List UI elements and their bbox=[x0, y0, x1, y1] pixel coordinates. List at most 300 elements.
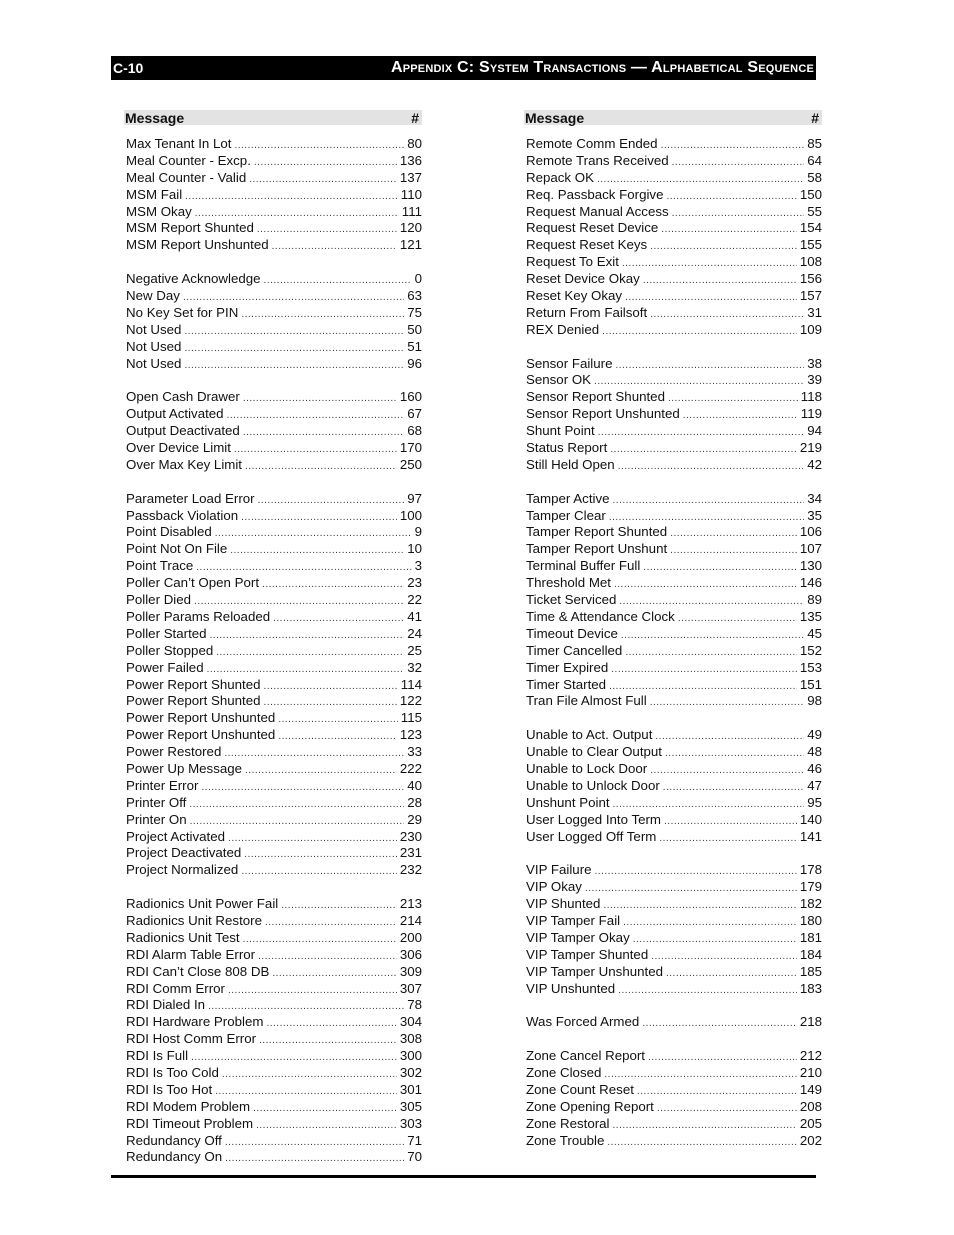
dot-leader bbox=[184, 324, 404, 341]
message-label: Zone Opening Report bbox=[526, 1098, 654, 1114]
message-label: Meal Counter - Excp. bbox=[126, 152, 251, 168]
message-number: 45 bbox=[807, 625, 822, 641]
message-label: Open Cash Drawer bbox=[126, 389, 240, 405]
list-item bbox=[124, 660, 422, 677]
dot-leader bbox=[264, 695, 397, 712]
message-label: RDI Is Full bbox=[126, 1048, 189, 1064]
message-number: 29 bbox=[407, 811, 422, 827]
message-group bbox=[524, 136, 822, 339]
list-item bbox=[124, 592, 422, 609]
dot-leader bbox=[643, 273, 797, 290]
dot-leader bbox=[618, 983, 797, 1000]
message-number: 300 bbox=[399, 1048, 422, 1064]
list-item bbox=[124, 288, 422, 305]
message-number: 210 bbox=[799, 1064, 822, 1080]
message-number: 100 bbox=[399, 507, 422, 523]
dot-leader bbox=[265, 915, 397, 932]
message-number: 306 bbox=[399, 946, 422, 962]
message-number: 200 bbox=[399, 929, 422, 945]
message-label: REX Denied bbox=[526, 321, 600, 337]
dot-leader bbox=[266, 1016, 396, 1033]
dot-leader bbox=[659, 831, 796, 848]
message-number: 170 bbox=[399, 440, 422, 456]
message-label: Poller Stopped bbox=[126, 642, 214, 658]
dot-leader bbox=[666, 966, 797, 983]
list-item bbox=[524, 677, 822, 694]
list-item bbox=[124, 305, 422, 322]
dot-leader bbox=[611, 662, 797, 679]
message-group bbox=[124, 389, 422, 473]
message-number: 305 bbox=[399, 1098, 422, 1114]
message-number: 22 bbox=[407, 592, 422, 608]
dot-leader bbox=[625, 645, 797, 662]
list-item bbox=[524, 136, 822, 153]
message-label: Timer Started bbox=[526, 676, 607, 692]
list-item bbox=[124, 187, 422, 204]
column-heading bbox=[124, 110, 422, 125]
message-number: 98 bbox=[807, 693, 822, 709]
message-number: 213 bbox=[399, 896, 422, 912]
list-item bbox=[524, 288, 822, 305]
message-label: Sensor Report Shunted bbox=[526, 389, 665, 405]
message-label: Power Report Shunted bbox=[126, 676, 261, 692]
message-label: Tamper Report Shunted bbox=[526, 524, 668, 540]
message-number: 136 bbox=[399, 152, 422, 168]
message-number: 28 bbox=[407, 794, 422, 810]
list-item bbox=[124, 947, 422, 964]
list-item bbox=[124, 1099, 422, 1116]
message-number: 307 bbox=[399, 980, 422, 996]
list-item bbox=[124, 1065, 422, 1082]
message-label: Unable to Unlock Door bbox=[526, 777, 660, 793]
message-number: 309 bbox=[399, 963, 422, 979]
message-number: 303 bbox=[399, 1115, 422, 1131]
dot-leader bbox=[642, 1016, 797, 1033]
list-item bbox=[524, 761, 822, 778]
message-number: 153 bbox=[799, 659, 822, 675]
dot-leader bbox=[273, 611, 404, 628]
dot-leader bbox=[683, 408, 798, 425]
message-label: Redundancy Off bbox=[126, 1132, 222, 1148]
list-item bbox=[124, 778, 422, 795]
message-number: 58 bbox=[807, 169, 822, 185]
message-number: 0 bbox=[414, 271, 422, 287]
message-number: 302 bbox=[399, 1064, 422, 1080]
list-item bbox=[124, 170, 422, 187]
message-label: Still Held Open bbox=[526, 456, 615, 472]
list-item bbox=[524, 440, 822, 457]
message-number: 119 bbox=[800, 406, 822, 422]
message-number: 24 bbox=[407, 625, 422, 641]
message-label: Printer On bbox=[126, 811, 187, 827]
message-label: Zone Restoral bbox=[526, 1115, 610, 1131]
message-number: 301 bbox=[399, 1081, 422, 1097]
list-item bbox=[524, 693, 822, 710]
message-number: 34 bbox=[807, 490, 822, 506]
message-label: Tamper Active bbox=[526, 490, 610, 506]
message-label: Power Report Unshunted bbox=[126, 727, 276, 743]
message-number: 23 bbox=[407, 575, 422, 591]
message-list bbox=[524, 136, 822, 1149]
message-number: 94 bbox=[807, 423, 822, 439]
dot-leader bbox=[234, 138, 404, 155]
dot-leader bbox=[245, 763, 397, 780]
message-number: 137 bbox=[399, 169, 422, 185]
list-item bbox=[524, 744, 822, 761]
list-item bbox=[124, 643, 422, 660]
message-label: Not Used bbox=[126, 321, 182, 337]
message-label: RDI Can’t Close 808 DB bbox=[126, 963, 270, 979]
message-group bbox=[524, 1048, 822, 1149]
dot-leader bbox=[650, 307, 804, 324]
dot-leader bbox=[258, 949, 397, 966]
dot-leader bbox=[230, 543, 404, 560]
message-number: 51 bbox=[407, 338, 422, 354]
message-number: 108 bbox=[799, 254, 822, 270]
list-item bbox=[524, 457, 822, 474]
message-number: 180 bbox=[799, 912, 822, 928]
message-label: Output Deactivated bbox=[126, 423, 240, 439]
dot-leader bbox=[249, 172, 397, 189]
list-item bbox=[124, 845, 422, 862]
message-label: Threshold Met bbox=[526, 575, 611, 591]
message-label: Timer Expired bbox=[526, 659, 609, 675]
message-label: MSM Report Unshunted bbox=[126, 237, 269, 253]
message-number: 308 bbox=[399, 1031, 422, 1047]
list-item bbox=[124, 626, 422, 643]
dot-leader bbox=[633, 932, 797, 949]
message-number: 140 bbox=[799, 811, 822, 827]
message-label: RDI Comm Error bbox=[126, 980, 225, 996]
list-item bbox=[524, 1065, 822, 1082]
message-label: RDI Hardware Problem bbox=[126, 1014, 264, 1030]
dot-leader bbox=[227, 408, 405, 425]
dot-leader bbox=[215, 526, 412, 543]
message-number: 110 bbox=[400, 186, 422, 202]
message-label: VIP Shunted bbox=[526, 896, 601, 912]
message-number: 120 bbox=[399, 220, 422, 236]
list-item bbox=[524, 778, 822, 795]
message-list bbox=[124, 136, 422, 1166]
list-item bbox=[124, 153, 422, 170]
message-label: Not Used bbox=[126, 338, 182, 354]
dot-leader bbox=[184, 358, 404, 375]
message-number: 96 bbox=[407, 355, 422, 371]
message-group bbox=[124, 896, 422, 1166]
message-label: RDI Is Too Hot bbox=[126, 1081, 213, 1097]
list-item bbox=[124, 913, 422, 930]
message-label: Radionics Unit Test bbox=[126, 929, 240, 945]
message-number: 122 bbox=[399, 693, 422, 709]
message-label: RDI Dialed In bbox=[126, 997, 206, 1013]
message-number: 157 bbox=[799, 288, 822, 304]
page-header-bar bbox=[111, 56, 816, 80]
list-item bbox=[524, 204, 822, 221]
message-number: 205 bbox=[799, 1115, 822, 1131]
list-item bbox=[124, 271, 422, 288]
dot-leader bbox=[661, 222, 797, 239]
message-label: Output Activated bbox=[126, 406, 224, 422]
message-number: 152 bbox=[799, 642, 822, 658]
page-title: Appendix C: System Transactions — Alphabetical Sequence bbox=[390, 59, 814, 76]
message-label: Printer Error bbox=[126, 777, 199, 793]
dot-leader bbox=[281, 898, 397, 915]
list-item bbox=[524, 491, 822, 508]
list-item bbox=[124, 220, 422, 237]
footer-rule bbox=[111, 1175, 816, 1178]
message-number: 25 bbox=[407, 642, 422, 658]
dot-leader bbox=[661, 138, 805, 155]
list-item bbox=[524, 795, 822, 812]
list-item bbox=[124, 693, 422, 710]
message-label: Point Trace bbox=[126, 558, 194, 574]
message-group bbox=[524, 727, 822, 845]
message-number: 89 bbox=[807, 592, 822, 608]
message-group bbox=[524, 862, 822, 997]
dot-leader bbox=[643, 560, 797, 577]
message-label: RDI Host Comm Error bbox=[126, 1031, 257, 1047]
list-item bbox=[524, 170, 822, 187]
list-item bbox=[124, 558, 422, 575]
list-item bbox=[124, 744, 422, 761]
message-number: 154 bbox=[799, 220, 822, 236]
message-number: 47 bbox=[807, 777, 822, 793]
list-item bbox=[124, 423, 422, 440]
list-item bbox=[524, 981, 822, 998]
message-number: 111 bbox=[401, 203, 422, 219]
dot-leader bbox=[663, 780, 804, 797]
message-label: Zone Closed bbox=[526, 1064, 602, 1080]
message-label: Not Used bbox=[126, 355, 182, 371]
message-label: Tamper Report Unshunt bbox=[526, 541, 668, 557]
message-number: 42 bbox=[807, 456, 822, 472]
list-item bbox=[524, 829, 822, 846]
list-item bbox=[524, 237, 822, 254]
message-label: VIP Tamper Shunted bbox=[526, 946, 649, 962]
message-number: 141 bbox=[799, 828, 822, 844]
list-item bbox=[124, 896, 422, 913]
message-number: 135 bbox=[799, 608, 822, 624]
message-number: 70 bbox=[407, 1149, 422, 1165]
message-number: 63 bbox=[407, 288, 422, 304]
message-label: New Day bbox=[126, 288, 180, 304]
dot-leader bbox=[650, 695, 805, 712]
list-item bbox=[524, 896, 822, 913]
dot-leader bbox=[262, 577, 404, 594]
dot-leader bbox=[614, 577, 797, 594]
message-label: Project Normalized bbox=[126, 862, 239, 878]
message-label: Project Deactivated bbox=[126, 845, 242, 861]
message-number: 232 bbox=[399, 862, 422, 878]
message-number: 184 bbox=[799, 946, 822, 962]
message-number: 9 bbox=[414, 524, 422, 540]
dot-leader bbox=[201, 780, 404, 797]
dot-leader bbox=[184, 341, 404, 358]
message-number: 10 bbox=[407, 541, 422, 557]
list-item bbox=[524, 609, 822, 626]
dot-leader bbox=[191, 1050, 397, 1067]
column-heading bbox=[524, 110, 822, 125]
message-number: 149 bbox=[799, 1081, 822, 1097]
dot-leader bbox=[241, 307, 404, 324]
message-label: Remote Comm Ended bbox=[526, 136, 658, 151]
message-number: 39 bbox=[807, 372, 822, 388]
dot-leader bbox=[622, 256, 797, 273]
message-label: Unshunt Point bbox=[526, 794, 610, 810]
list-item bbox=[524, 575, 822, 592]
dot-leader bbox=[678, 611, 797, 628]
message-number: 231 bbox=[399, 845, 422, 861]
message-label: Unable to Act. Output bbox=[526, 727, 653, 743]
message-label: Request To Exit bbox=[526, 254, 619, 270]
message-label: Redundancy On bbox=[126, 1149, 223, 1165]
list-item bbox=[524, 322, 822, 339]
message-group bbox=[124, 136, 422, 254]
message-number: 49 bbox=[807, 727, 822, 743]
message-label: Max Tenant In Lot bbox=[126, 136, 232, 151]
message-label: Power Failed bbox=[126, 659, 204, 675]
message-group bbox=[124, 491, 422, 879]
message-label: Poller Can’t Open Port bbox=[126, 575, 260, 591]
column-heading-number: # bbox=[411, 109, 419, 126]
list-item bbox=[524, 947, 822, 964]
message-group bbox=[124, 271, 422, 372]
message-number: 40 bbox=[407, 777, 422, 793]
list-item bbox=[524, 356, 822, 373]
message-number: 115 bbox=[400, 710, 422, 726]
dot-leader bbox=[243, 391, 397, 408]
list-item bbox=[524, 153, 822, 170]
list-item bbox=[524, 558, 822, 575]
dot-leader bbox=[228, 983, 397, 1000]
message-label: MSM Okay bbox=[126, 203, 192, 219]
message-number: 3 bbox=[414, 558, 422, 574]
message-number: 32 bbox=[407, 659, 422, 675]
list-item bbox=[524, 406, 822, 423]
list-item bbox=[124, 406, 422, 423]
list-item bbox=[524, 660, 822, 677]
page-number: C-10 bbox=[113, 60, 144, 76]
list-item bbox=[524, 930, 822, 947]
dot-leader bbox=[623, 915, 797, 932]
message-label: Point Disabled bbox=[126, 524, 212, 540]
list-item bbox=[124, 204, 422, 221]
message-group bbox=[524, 1014, 822, 1031]
message-label: Shunt Point bbox=[526, 423, 595, 439]
list-item bbox=[124, 440, 422, 457]
message-label: Request Reset Device bbox=[526, 220, 659, 236]
list-item bbox=[124, 322, 422, 339]
list-item bbox=[124, 541, 422, 558]
message-number: 67 bbox=[407, 406, 422, 422]
message-label: Over Max Key Limit bbox=[126, 456, 243, 472]
message-label: Sensor Report Unshunted bbox=[526, 406, 680, 422]
message-number: 181 bbox=[799, 929, 822, 945]
message-number: 250 bbox=[399, 456, 422, 472]
dot-leader bbox=[651, 949, 797, 966]
message-number: 85 bbox=[807, 136, 822, 151]
list-item bbox=[124, 862, 422, 879]
dot-leader bbox=[655, 729, 804, 746]
message-label: Time & Attendance Clock bbox=[526, 608, 675, 624]
message-number: 38 bbox=[807, 355, 822, 371]
message-number: 130 bbox=[799, 558, 822, 574]
message-number: 156 bbox=[799, 271, 822, 287]
message-number: 68 bbox=[407, 423, 422, 439]
message-number: 80 bbox=[407, 136, 422, 151]
message-label: Tran File Almost Full bbox=[526, 693, 647, 709]
list-item bbox=[124, 389, 422, 406]
list-item bbox=[524, 271, 822, 288]
list-item bbox=[524, 592, 822, 609]
dot-leader bbox=[245, 459, 397, 476]
list-item bbox=[524, 220, 822, 237]
message-label: Request Manual Access bbox=[526, 203, 669, 219]
dot-leader bbox=[256, 1118, 397, 1135]
message-label: MSM Fail bbox=[126, 186, 183, 202]
message-label: RDI Modem Problem bbox=[126, 1098, 251, 1114]
message-label: Unable to Lock Door bbox=[526, 760, 648, 776]
message-label: VIP Tamper Fail bbox=[526, 912, 621, 928]
dot-leader bbox=[224, 746, 404, 763]
dot-leader bbox=[650, 239, 797, 256]
dot-leader bbox=[665, 746, 804, 763]
dot-leader bbox=[225, 1135, 404, 1152]
dot-leader bbox=[610, 442, 797, 459]
list-item bbox=[524, 389, 822, 406]
message-number: 150 bbox=[799, 186, 822, 202]
list-item bbox=[524, 1116, 822, 1133]
dot-leader bbox=[234, 442, 397, 459]
message-number: 179 bbox=[799, 879, 822, 895]
dot-leader bbox=[272, 966, 396, 983]
list-item bbox=[524, 626, 822, 643]
message-number: 55 bbox=[807, 203, 822, 219]
dot-leader bbox=[613, 493, 805, 510]
message-label: Remote Trans Received bbox=[526, 152, 669, 168]
dot-leader bbox=[668, 391, 798, 408]
message-label: Timer Cancelled bbox=[526, 642, 623, 658]
message-label: VIP Failure bbox=[526, 862, 592, 878]
message-label: Sensor Failure bbox=[526, 355, 613, 371]
dot-leader bbox=[222, 1067, 397, 1084]
dot-leader bbox=[241, 864, 396, 881]
message-column-right bbox=[524, 110, 822, 1166]
message-number: 78 bbox=[407, 997, 422, 1013]
list-item bbox=[124, 981, 422, 998]
dot-leader bbox=[598, 425, 804, 442]
message-label: Reset Device Okay bbox=[526, 271, 640, 287]
list-item bbox=[524, 187, 822, 204]
list-item bbox=[524, 727, 822, 744]
message-number: 41 bbox=[407, 608, 422, 624]
list-item bbox=[124, 1133, 422, 1150]
list-item bbox=[124, 829, 422, 846]
column-heading-label: Message bbox=[525, 109, 585, 126]
message-label: Zone Count Reset bbox=[526, 1081, 634, 1097]
list-item bbox=[124, 339, 422, 356]
message-label: User Logged Off Term bbox=[526, 828, 657, 844]
message-label: MSM Report Shunted bbox=[126, 220, 254, 236]
message-label: Meal Counter - Valid bbox=[126, 169, 247, 185]
list-item bbox=[124, 727, 422, 744]
dot-leader bbox=[244, 847, 397, 864]
list-item bbox=[124, 524, 422, 541]
list-item bbox=[524, 254, 822, 271]
message-label: Was Forced Armed bbox=[526, 1014, 640, 1030]
message-label: Repack OK bbox=[526, 169, 594, 185]
message-label: No Key Set for PIN bbox=[126, 304, 239, 320]
